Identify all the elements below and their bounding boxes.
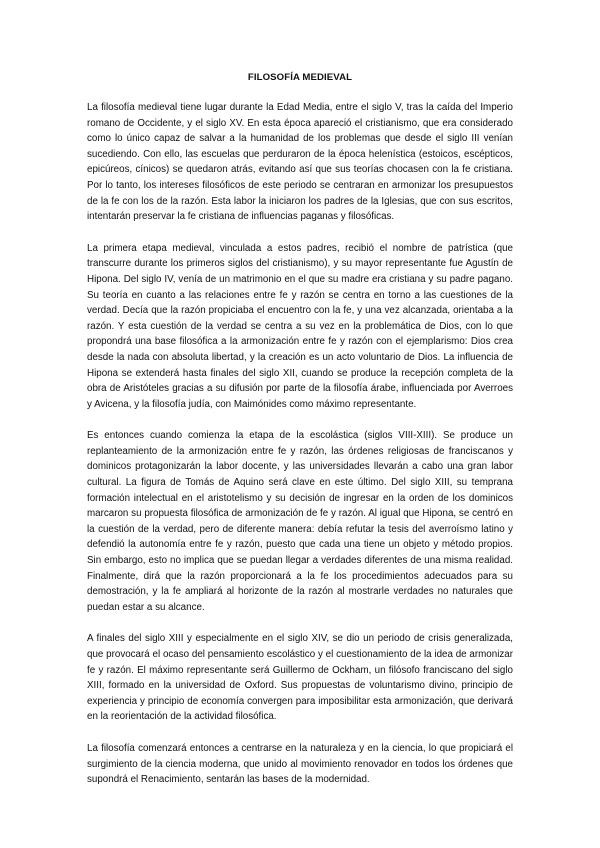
paragraph-patristica: La primera etapa medieval, vinculada a estos padres, recibió el nombre de patrística (que transcurre durante los primeros siglos del cristianismo), y su mayor representante fue Agustín de Hipona. Del siglo IV, venía de un matrimonio en el que su madre era cristiana y su padre pagano. Su teoría en cuanto a las relaciones entre fe y razón se centra en torno a las cuestiones de la verdad. Decía que la razón propiciaba el encuentro con la fe, y una vez alcanzada, orientaba a la razón. Y esta cuestión de la verdad se centra a su vez en la problemática de Dios, con lo que propondrá una base filosófica a la armonización entre fe y razón con el ejemplarismo: Dios crea desde la nada con absoluta libertad, y la creación es un acto voluntario de Dios. La influencia de Hipona se extenderá hasta finales del siglo XII, cuando se produce la recepción completa de la obra de Aristóteles gracias a su difusión por parte de la filosofía árabe, influenciada por Averroes y Avicena, y la filosofía judía, con Maimónides como máximo representante.: [87, 242, 513, 410]
document-title: FILOSOFÍA MEDIEVAL: [247, 72, 353, 83]
paragraph-conclusion: La filosofía comenzará entonces a centrarse en la naturaleza y en la ciencia, lo que propiciará el surgimiento de la ciencia moderna, que unido al movimiento renovador en todos los órdenes que supondrá el Renacimiento, sentarán las bases de la modernidad.: [87, 742, 513, 786]
paragraph-crisis: A finales del siglo XIII y especialmente en el siglo XIV, se dio un periodo de crisis generalizada, que provocará el ocaso del pensamiento escolástico y el cuestionamiento de la idea de armonizar fe y razón. El máximo representante será Guillermo de Ockham, un filósofo franciscano del siglo XIII, formado en la universidad de Oxford. Sus propuestas de voluntarismo divino, principio de experiencia y principio de economía convergen para imposibilitar esta armonización, que derivará en la reorientación de la actividad filosófica.: [87, 633, 513, 723]
paragraph-escolastica: Es entonces cuando comienza la etapa de la escolástica (siglos VIII-XIII). Se produce un replanteamiento de la armonización entre fe y razón, las órdenes religiosas de franciscanos y dominicos protagonizarán la labor docente, y las universidades llevarán a cabo una gran labor cultural. La figura de Tomás de Aquino será clave en este último. Del siglo XIII, su temprana formación intelectual en el aristotelismo y su decisión de ingresar en la orden de los dominicos marcaron su propuesta filosófica de armonización de fe y razón. Al igual que Hipona, se centró en la cuestión de la verdad, pero de diferente manera: debía refutar la tesis del averroísmo latino y defendió la autonomía entre fe y razón, puesto que cada una tiene un objeto y método propios. Sin embargo, esto no implica que se puedan llegar a verdades diferentes de una misma realidad. Finalmente, dirá que la razón proporcionará a la fe los procedimientos adecuados para su demostración, y la fe ampliará al horizonte de la razón al mostrarle verdades no naturales que puedan estar a su alcance.: [87, 430, 513, 613]
paragraph-intro: La filosofía medieval tiene lugar durante la Edad Media, entre el siglo V, tras la caída del Imperio romano de Occidente, y el siglo XV. En esta época apareció el cristianismo, que era considerado como lo único capaz de salvar a la humanidad de los problemas que desde el siglo III venían sucediendo. Con ello, las escuelas que perduraron de la época helenística (estoicos, escépticos, epicúreos, cínicos) se quedaron atrás, evitando así que sus teorías chocasen con la fe cristiana. Por lo tanto, los intereses filosóficos de este periodo se centraran en armonizar los presupuestos de la fe con los de la razón. Esta labor la iniciaron los padres de la Iglesias, que con sus escritos, intentarán preservar la fe cristiana de influencias paganas y filosóficas.: [87, 102, 513, 223]
